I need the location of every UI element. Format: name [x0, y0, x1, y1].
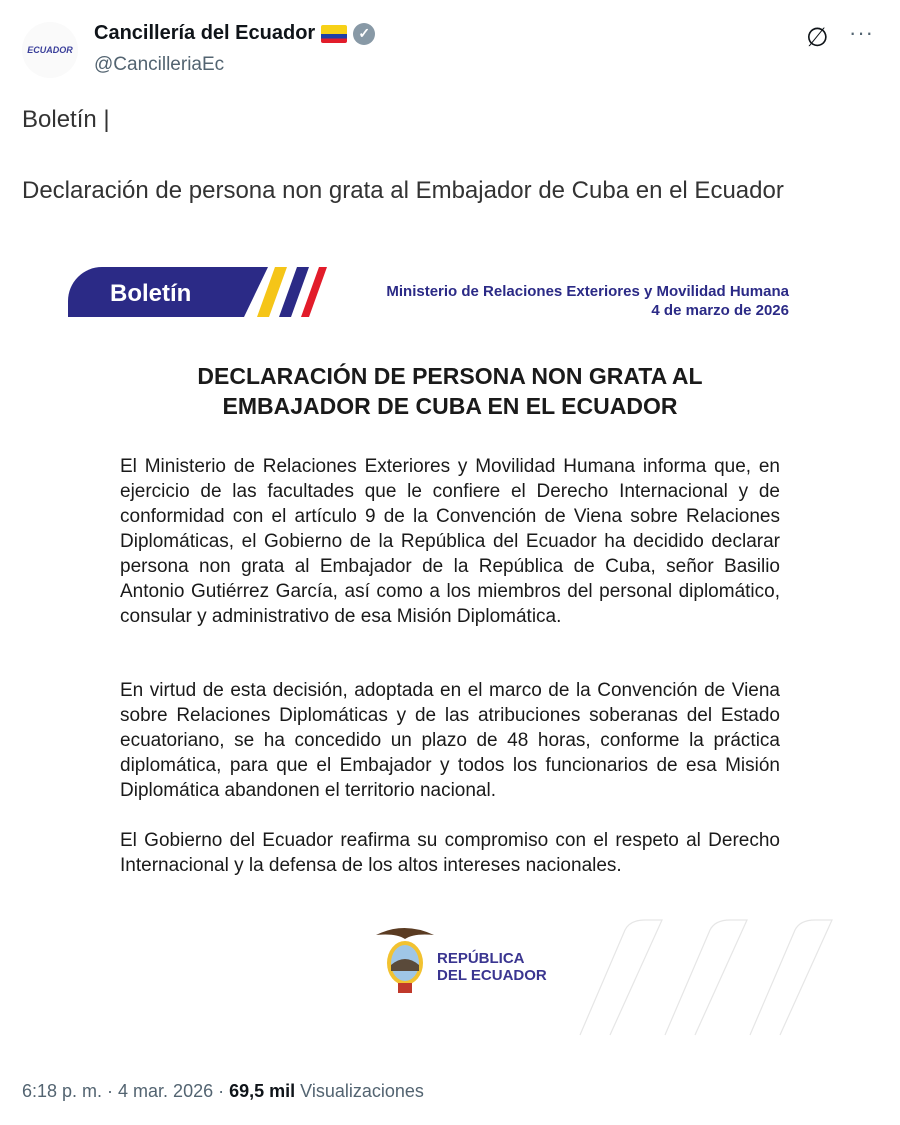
tweet-text-line1: Boletín |	[22, 106, 110, 133]
views-label: Visualizaciones	[295, 1081, 424, 1101]
bulletin-image[interactable]	[0, 255, 900, 1055]
bulletin-date: 4 de marzo de 2026	[651, 302, 789, 319]
seal-line1: REPÚBLICA	[437, 950, 525, 967]
bulletin-title	[0, 361, 900, 421]
paragraph-1: El Ministerio de Relaciones Exteriores y Movilidad Humana informa que, en ejercicio de las facultades que le confiere el Derecho Internacional y de conformidad con el artículo 9 de la Convención de Viena sobre Relaciones Diplomáticas, el Gobierno de la República del Ecuador ha decidido declarar persona non grata al Embajador de la República de Cuba, señor Basilio Antonio Gutiérrez García, así como a los miembros del personal diplomático, consular y administrativo de esa Misión Diplomática.	[120, 456, 780, 627]
paragraph-3: El Gobierno del Ecuador reafirma su compromiso con el respeto al Derecho Internacional y la defensa de los altos intereses nacionales.	[120, 830, 780, 876]
tweet-footer	[22, 1081, 424, 1102]
coat-of-arms-icon	[374, 923, 436, 995]
title-line1: DECLARACIÓN DE PERSONA NON GRATA AL	[197, 363, 703, 389]
grok-icon[interactable]: ∅	[806, 22, 829, 52]
account-handle[interactable]: @CancilleriaEc	[94, 54, 225, 75]
account-name[interactable]: Cancillería del Ecuador ✓	[94, 22, 375, 45]
title-line2: EMBAJADOR DE CUBA EN EL ECUADOR	[222, 393, 678, 419]
more-options-icon[interactable]: ···	[849, 20, 874, 45]
verified-icon: ✓	[353, 23, 375, 45]
flag-stripes-icon	[255, 267, 330, 319]
paragraph-2: En virtud de esta decisión, adoptada en el marco de la Convención de Viena sobre Relaciones Diplomáticas y de las atribuciones soberanas del Estado ecuatoriano, se ha concedido un plazo de 48 horas, conforme la práctica diplomática, para que el Embajador y todos los funcionarios de esa Misión Diplomática abandonen el territorio nacional.	[120, 680, 780, 801]
ministry-header	[386, 282, 789, 320]
timestamp[interactable]: 6:18 p. m. · 4 mar. 2026 ·	[22, 1081, 230, 1101]
bulletin-badge-label: Boletín	[110, 280, 192, 307]
avatar[interactable]: ECUADOR	[22, 22, 78, 78]
views-count: 69,5 mil	[229, 1081, 296, 1101]
watermark-stripes	[570, 915, 850, 1040]
ecuador-flag-icon	[321, 25, 347, 43]
ministry-name: Ministerio de Relaciones Exteriores y Movilidad Humana	[386, 283, 789, 300]
republica-logo-text	[437, 950, 547, 984]
tweet-text-line2: Declaración de persona non grata al Embajador de Cuba en el Ecuador	[22, 177, 784, 204]
seal-line2: DEL ECUADOR	[437, 967, 547, 984]
